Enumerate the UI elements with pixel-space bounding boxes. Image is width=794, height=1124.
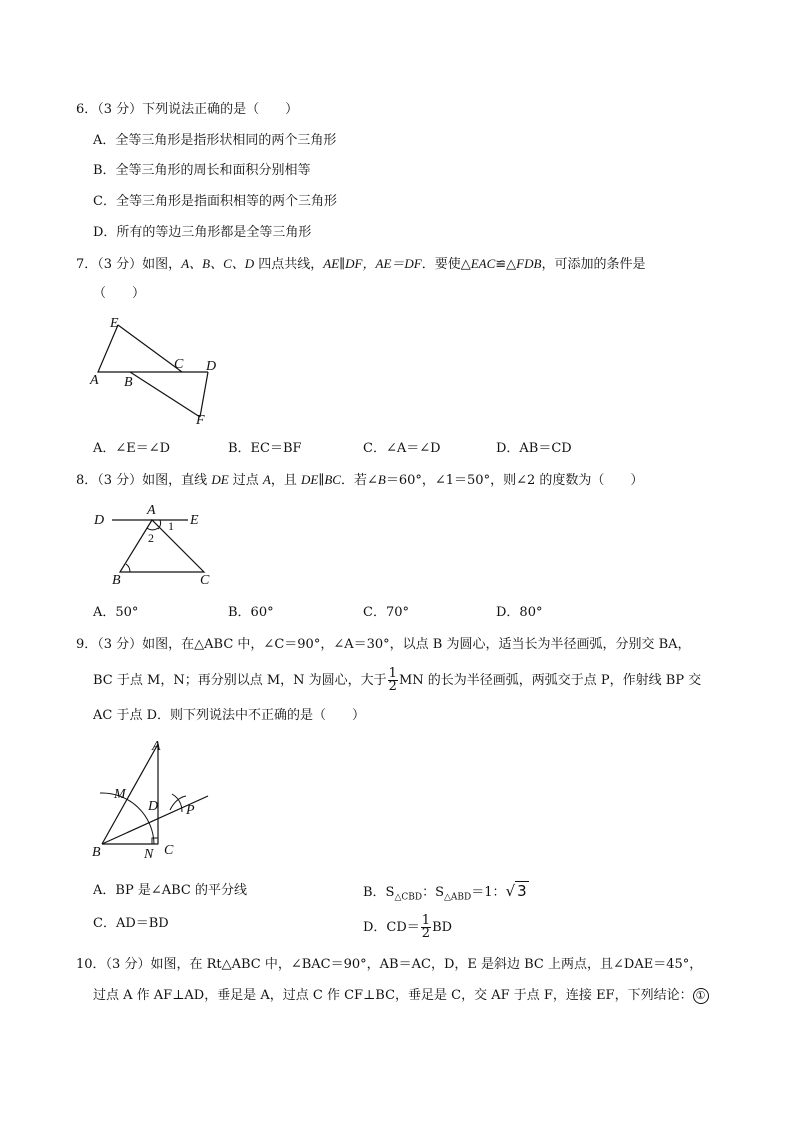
q7-option-b: B．EC＝BF — [228, 441, 302, 456]
q9-label-C: C — [164, 843, 174, 858]
q7-figure — [90, 312, 230, 427]
q7-option-a: A．∠E＝∠D — [93, 441, 171, 456]
q9-option-b: B．$S_{\triangle CBD}$：$S_{\triangle ABD}=1$：√ 3 — [363, 882, 527, 903]
q8-label-angle2: 2 — [148, 531, 154, 545]
q8-label-A: A — [147, 503, 156, 518]
q9-option-a: A．BP 是∠ABC 的平分线 — [93, 883, 247, 898]
q6-option-a: A．全等三角形是指形状相同的两个三角形 — [93, 133, 337, 148]
q10-stem-line1: 10．（3 分）如图，在 Rt△ABC 中，∠BAC＝90°，AB＝AC，D，E 是斜边 BC 上两点，且∠DAE＝45°， — [76, 957, 703, 972]
q8-figure — [90, 500, 220, 590]
q8-label-B: B — [112, 573, 121, 588]
q6-option-b: B．全等三角形的周长和面积分别相等 — [93, 163, 311, 178]
q6-stem: 6．（3 分）下列说法正确的是（ ） — [76, 102, 299, 117]
q7-label-B: B — [124, 375, 133, 390]
q8-label-C: C — [200, 573, 210, 588]
q9-stem-line3: AC 于点 D．则下列说法中不正确的是（ ） — [93, 708, 366, 723]
q9-label-D: D — [148, 799, 159, 814]
q8-option-d: D．80° — [496, 605, 543, 620]
q8-option-c: C．70° — [363, 605, 409, 620]
q10-stem-line2: 过点 A 作 AF⊥AD，垂足是 A，过点 C 作 CF⊥BC，垂足是 C，交 AF 于点 F，连接 EF，下列结论： ① — [93, 987, 709, 1005]
q8-label-D: D — [94, 513, 105, 528]
q7-label-C: C — [174, 357, 184, 372]
q9-figure — [90, 736, 220, 866]
q9-fraction: $\frac{1}{2}$ — [388, 666, 397, 694]
q8-label-E: E — [190, 513, 199, 528]
q9-stem-line1: 9．（3 分）如图，在△ABC 中，∠C＝90°，∠A＝30°，以点 B 为圆心，适当长为半径画弧，分别交 BA， — [76, 637, 691, 652]
q9-label-A: A — [152, 739, 161, 754]
q8-option-a: A．50° — [93, 605, 139, 620]
q9-stem-line2: BC 于点 M，N；再分别以点 M，N 为圆心，大于 $\frac{1}{2}$ MN 的长为半径画弧，两弧交于点 P，作射线 BP 交 — [93, 666, 702, 694]
q9-label-B: B — [92, 845, 101, 860]
q8-stem: 8．（3 分）如图，直线 DE 过点 A，且 DE∥BC．若∠B＝60°，∠1＝50°，则∠2 的度数为（ ） — [76, 472, 644, 488]
q7-stem-bracket: （ ） — [93, 286, 146, 301]
q8-label-angle1: 1 — [168, 519, 174, 533]
q9-option-c: C．AD＝BD — [93, 916, 169, 931]
q9-label-M: M — [114, 787, 126, 802]
q6-option-c: C．全等三角形是指面积相等的两个三角形 — [93, 194, 337, 209]
q9-option-d: D．CD＝ $\frac{1}{2}$ BD — [363, 913, 453, 941]
q9-label-P: P — [186, 803, 195, 818]
q9-label-N: N — [144, 847, 154, 862]
q8-option-b: B．60° — [228, 605, 274, 620]
q7-stem: 7．（3 分）如图，A、B、C、D 四点共线，AE∥DF，AE＝DF．要使△EAC≌△FDB，可添加的条件是 — [76, 256, 646, 272]
q7-option-d: D．AB＝CD — [496, 441, 572, 456]
q7-option-c: C．∠A＝∠D — [363, 441, 441, 456]
q7-label-F: F — [196, 413, 205, 428]
q7-label-E: E — [110, 316, 119, 331]
q7-label-A: A — [90, 373, 99, 388]
q6-option-d: D．所有的等边三角形都是全等三角形 — [93, 225, 312, 240]
q7-label-D: D — [206, 359, 217, 374]
